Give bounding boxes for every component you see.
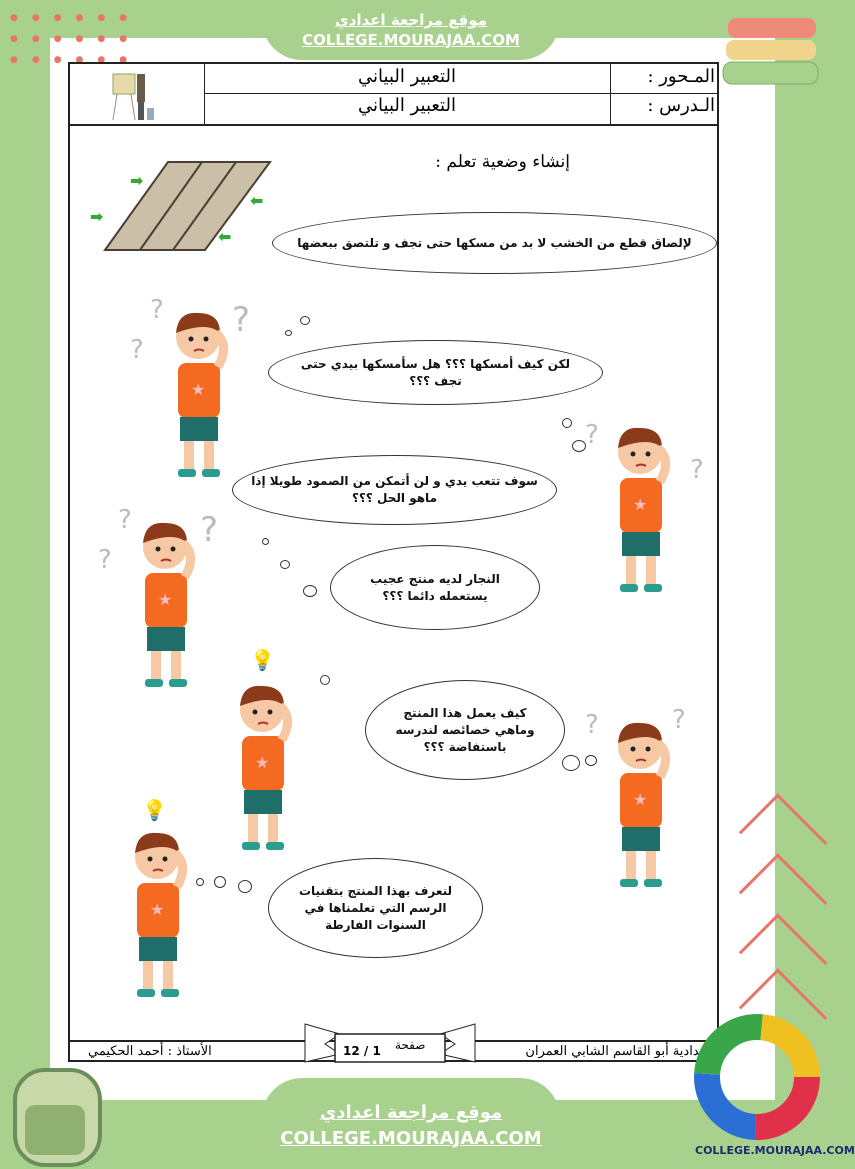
svg-text:➡: ➡	[130, 171, 144, 190]
thought-cloud-5: كيف يعمل هذا المنتج وماهي خصائصه لندرسه باستفاضة ؟؟؟	[365, 680, 565, 780]
lesson-value: التعبير البياني	[358, 95, 456, 116]
backpack-icon	[0, 1060, 110, 1165]
question-mark-icon: ?	[150, 295, 164, 325]
question-mark-icon: ?	[98, 545, 112, 575]
school-name: إعدادية أبو القاسم الشابي العمران	[525, 1044, 711, 1059]
question-mark-icon: ?	[585, 710, 599, 740]
lightbulb-icon: 💡	[142, 798, 167, 822]
page-number: 12 / 1	[343, 1044, 381, 1058]
painter-icon	[105, 68, 165, 123]
boy-thinking-3	[125, 515, 210, 690]
question-mark-icon: ?	[672, 705, 686, 735]
svg-text:⬅: ⬅	[218, 227, 232, 246]
header-table	[68, 62, 719, 126]
teacher-name: الأستاذ : أحمد الحكيمي	[88, 1044, 212, 1059]
site-name: موقع مراجعة اعدادي	[319, 1102, 503, 1123]
thought-cloud-2: لكن كيف أمسكها ؟؟؟ هل سأمسكها بيدي حتى تجف ؟؟؟	[268, 340, 603, 405]
axis-label: المـحور :	[647, 66, 715, 87]
axis-value: التعبير البياني	[358, 66, 456, 87]
boy-idea-2	[117, 825, 202, 1000]
site-banner-top[interactable]	[262, 0, 560, 60]
question-mark-icon: ?	[200, 510, 219, 550]
section-title: إنشاء وضعية تعلم :	[435, 152, 570, 172]
books-icon	[723, 15, 823, 90]
boy-idea-1	[222, 678, 307, 853]
site-url[interactable]: COLLEGE.MOURAJAA.COM	[302, 31, 520, 49]
page-label: صفحة	[395, 1038, 426, 1052]
boy-thinking-4	[600, 715, 685, 890]
question-mark-icon: ?	[585, 420, 599, 450]
site-banner-bottom[interactable]	[262, 1078, 560, 1169]
site-logo[interactable]	[695, 1022, 855, 1162]
speech-cloud-1: لإلصاق قطع من الخشب لا بد من مسكها حتى تجف و تلتصق ببعضها	[272, 212, 717, 274]
thought-cloud-6: لنعرف بهذا المنتج بتقنيات الرسم التي تعلمناها في السنوات الفارطة	[268, 858, 483, 958]
svg-text:⬅: ⬅	[250, 191, 264, 210]
decorative-dots: ●●●●●● ●●●●●● ●●●●●●	[10, 13, 142, 65]
logo-text: COLLEGE.MOURAJAA.COM	[695, 1144, 855, 1157]
site-url[interactable]: COLLEGE.MOURAJAA.COM	[280, 1128, 542, 1149]
thought-cloud-3: سوف تتعب يدي و لن أتمكن من الصمود طويلا إذا ماهو الحل ؟؟؟	[232, 455, 557, 525]
lesson-label: الـدرس :	[647, 95, 715, 116]
question-mark-icon: ?	[130, 335, 144, 365]
question-mark-icon: ?	[690, 455, 704, 485]
thought-cloud-4: النجار لديه منتج عجيب يستعمله دائما ؟؟؟	[330, 545, 540, 630]
boy-thinking-2	[600, 420, 685, 595]
wood-planks-illustration	[90, 160, 290, 260]
site-name: موقع مراجعة اعدادي	[335, 11, 487, 29]
question-mark-icon: ?	[118, 505, 132, 535]
boy-thinking-1	[158, 305, 243, 480]
svg-text:➡: ➡	[90, 207, 104, 226]
page-number-ribbon	[305, 1022, 475, 1064]
lightbulb-icon: 💡	[250, 648, 275, 672]
question-mark-icon: ?	[232, 300, 251, 340]
